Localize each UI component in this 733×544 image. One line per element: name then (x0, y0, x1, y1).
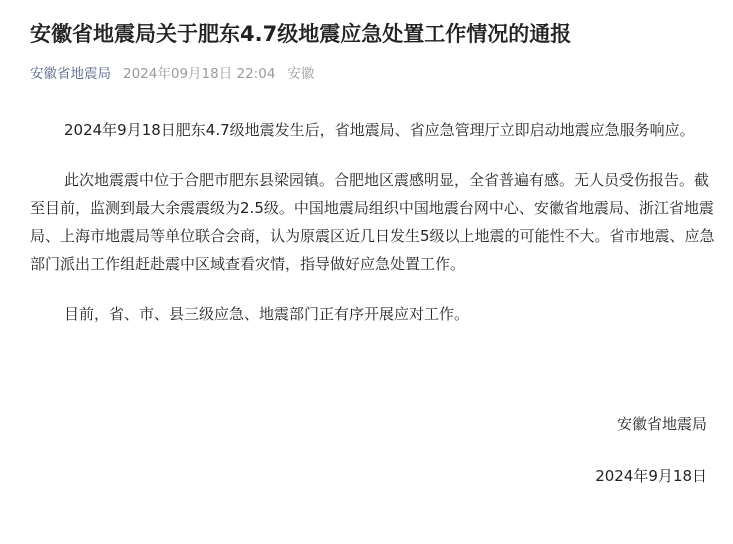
source-link[interactable]: 安徽省地震局 (30, 66, 111, 82)
signature-date: 2024年9月18日 (595, 467, 707, 485)
paragraph-3: 目前，省、市、县三级应急、地震部门正有序开展应对工作。 (64, 305, 470, 323)
article-meta (30, 64, 314, 84)
location-tag: 安徽 (287, 66, 315, 82)
signature-org: 安徽省地震局 (616, 415, 707, 433)
article-body (30, 116, 720, 328)
paragraph-2: 此次地震震中位于合肥市肥东县梁园镇。合肥地区震感明显，全省普遍有感。无人员受伤报告。截至目前，监测到最大余震震级为2.5级。中国地震局组织中国地震台网中心、安徽省地震局、浙江省地震局、上海市地震局等单位联合会商，认为原震区近几日发生5级以上地震的可能性不大。省市地震、应急部门派出工作组赶赴震中区域查看灾情，指导做好应急处置工作。 (30, 171, 715, 273)
publish-datetime: 2024年09月18日 22:04 (123, 66, 276, 82)
paragraph-1: 2024年9月18日肥东4.7级地震发生后，省地震局、省应急管理厅立即启动地震应急服务响应。 (64, 121, 695, 139)
article-title: 安徽省地震局关于肥东4.7级地震应急处置工作情况的通报 (30, 22, 572, 46)
